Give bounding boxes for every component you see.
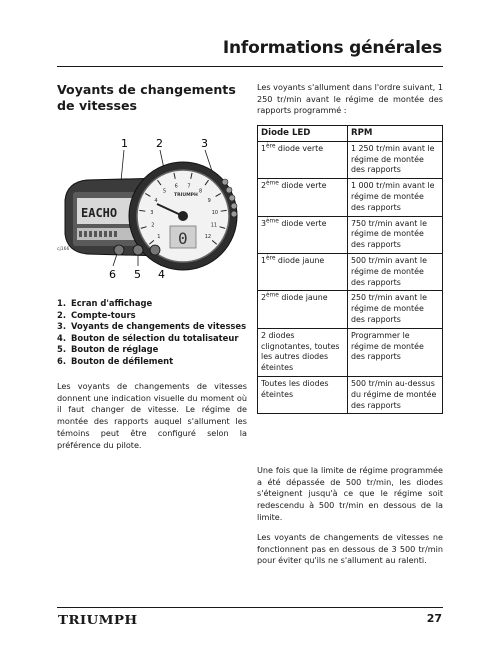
left-column	[57, 82, 247, 114]
limit-exceeded-paragraph: Une fois que la limite de régime programmée a été dépassée de 500 tr/min, les diodes s'éteignent jusqu'à ce que le régime soit redescendu à 500 tr/min en dessous de la limite.	[257, 465, 443, 522]
figure-code: cj166	[57, 247, 70, 252]
set-button[interactable]	[133, 245, 143, 255]
tach-number: 11	[210, 222, 218, 229]
header-divider	[57, 66, 443, 67]
brand-logo: TRIUMPH	[58, 612, 138, 627]
instrument-panel-illustration	[57, 130, 245, 290]
led-cell: Toutes les diodes éteintes	[258, 376, 348, 413]
tach-number: 12	[204, 233, 212, 240]
idle-note-paragraph: Les voyants de changements de vitesses ne fonctionnent pas en dessous de 3 500 tr/min pour éviter qu'ils ne s'allument au ralenti.	[257, 532, 443, 566]
led-cell: 1ère diode jaune	[258, 253, 348, 290]
callout-3: 3	[201, 137, 208, 150]
tach-number: 3	[150, 210, 154, 217]
tach-number: 4	[154, 198, 158, 205]
rpm-cell: 500 tr/min au-dessus du régime de montée des rapports	[348, 376, 443, 413]
legend-item: 4. Bouton de sélection du totalisateur	[57, 332, 239, 343]
tach-number: 6	[174, 183, 178, 190]
led-cell: 1ère diode verte	[258, 141, 348, 178]
table-header-row	[258, 126, 443, 142]
instrument-panel-figure	[57, 130, 245, 290]
callout-1: 1	[121, 137, 128, 150]
legend-item: 1. Ecran d'affichage	[57, 298, 153, 308]
table-row	[258, 216, 443, 253]
tach-number: 8	[198, 188, 203, 195]
tach-number: 2	[151, 222, 155, 229]
led-cell: 2ème diode jaune	[258, 291, 348, 328]
shift-lights-description: Les voyants de changements de vitesses donnent une indication visuelle du moment où il faut changer de vitesse. Le régime de montée des rapports auquel s'allument les témoins peut être configuré selon la préférence du pilote.	[57, 381, 247, 450]
lcd-display-text: EACHO	[81, 206, 118, 220]
column-header-led: Diode LED	[258, 126, 348, 142]
rpm-cell: 750 tr/min avant le régime de montée des rapports	[348, 216, 443, 253]
led-cell: 2ème diode verte	[258, 179, 348, 216]
page-header-title: Informations générales	[222, 38, 442, 58]
footer-divider	[57, 607, 443, 608]
trip-select-button[interactable]	[150, 245, 160, 255]
column-header-rpm: RPM	[348, 126, 443, 142]
rpm-cell: 1 000 tr/min avant le régime de montée des rapports	[348, 179, 443, 216]
tach-number: 5	[163, 188, 167, 195]
rpm-cell: Programmer le régime de montée des rapports	[348, 328, 443, 376]
tach-number: 1	[157, 233, 161, 240]
callout-5: 5	[134, 268, 141, 281]
page-number: 27	[426, 612, 442, 625]
tach-number: 7	[187, 183, 191, 190]
gear-indicator: 0	[178, 229, 188, 248]
led-cell: 2 diodes clignotantes, toutes les autres diodes éteintes	[258, 328, 348, 376]
table-row	[258, 179, 443, 216]
table-row	[258, 253, 443, 290]
callout-4: 4	[158, 268, 165, 281]
callout-2: 2	[156, 137, 163, 150]
needle-hub	[178, 211, 188, 221]
table-row	[258, 376, 443, 413]
rpm-cell: 1 250 tr/min avant le régime de montée des rapports	[348, 141, 443, 178]
sequence-intro: Les voyants s'allument dans l'ordre suivant, 1 250 tr/min avant le régime de montée des rapports programmé :	[257, 82, 443, 116]
rpm-cell: 500 tr/min avant le régime de montée des rapports	[348, 253, 443, 290]
legend-item: 3. Voyants de changements de vitesses	[57, 321, 247, 332]
legend-item: 6. Bouton de défilement	[57, 355, 174, 366]
tach-number: 9	[207, 198, 211, 205]
legend-item: 2. Compte-tours	[57, 309, 136, 320]
table-row	[258, 141, 443, 178]
table-row	[258, 291, 443, 328]
callout-6: 6	[109, 268, 116, 281]
legend-item: 5. Bouton de réglage	[57, 344, 159, 355]
shift-light-rpm-table	[257, 125, 443, 414]
scroll-button[interactable]	[114, 245, 124, 255]
table-row	[258, 328, 443, 376]
section-heading: Voyants de changements de vitesses	[57, 82, 236, 113]
rpm-cell: 250 tr/min avant le régime de montée des rapports	[348, 291, 443, 328]
led-cell: 3ème diode verte	[258, 216, 348, 253]
figure-legend	[57, 298, 247, 368]
tach-brand: TRIUMPH	[174, 193, 198, 198]
callout-line-6	[113, 254, 117, 266]
tach-number: 10	[211, 210, 219, 217]
